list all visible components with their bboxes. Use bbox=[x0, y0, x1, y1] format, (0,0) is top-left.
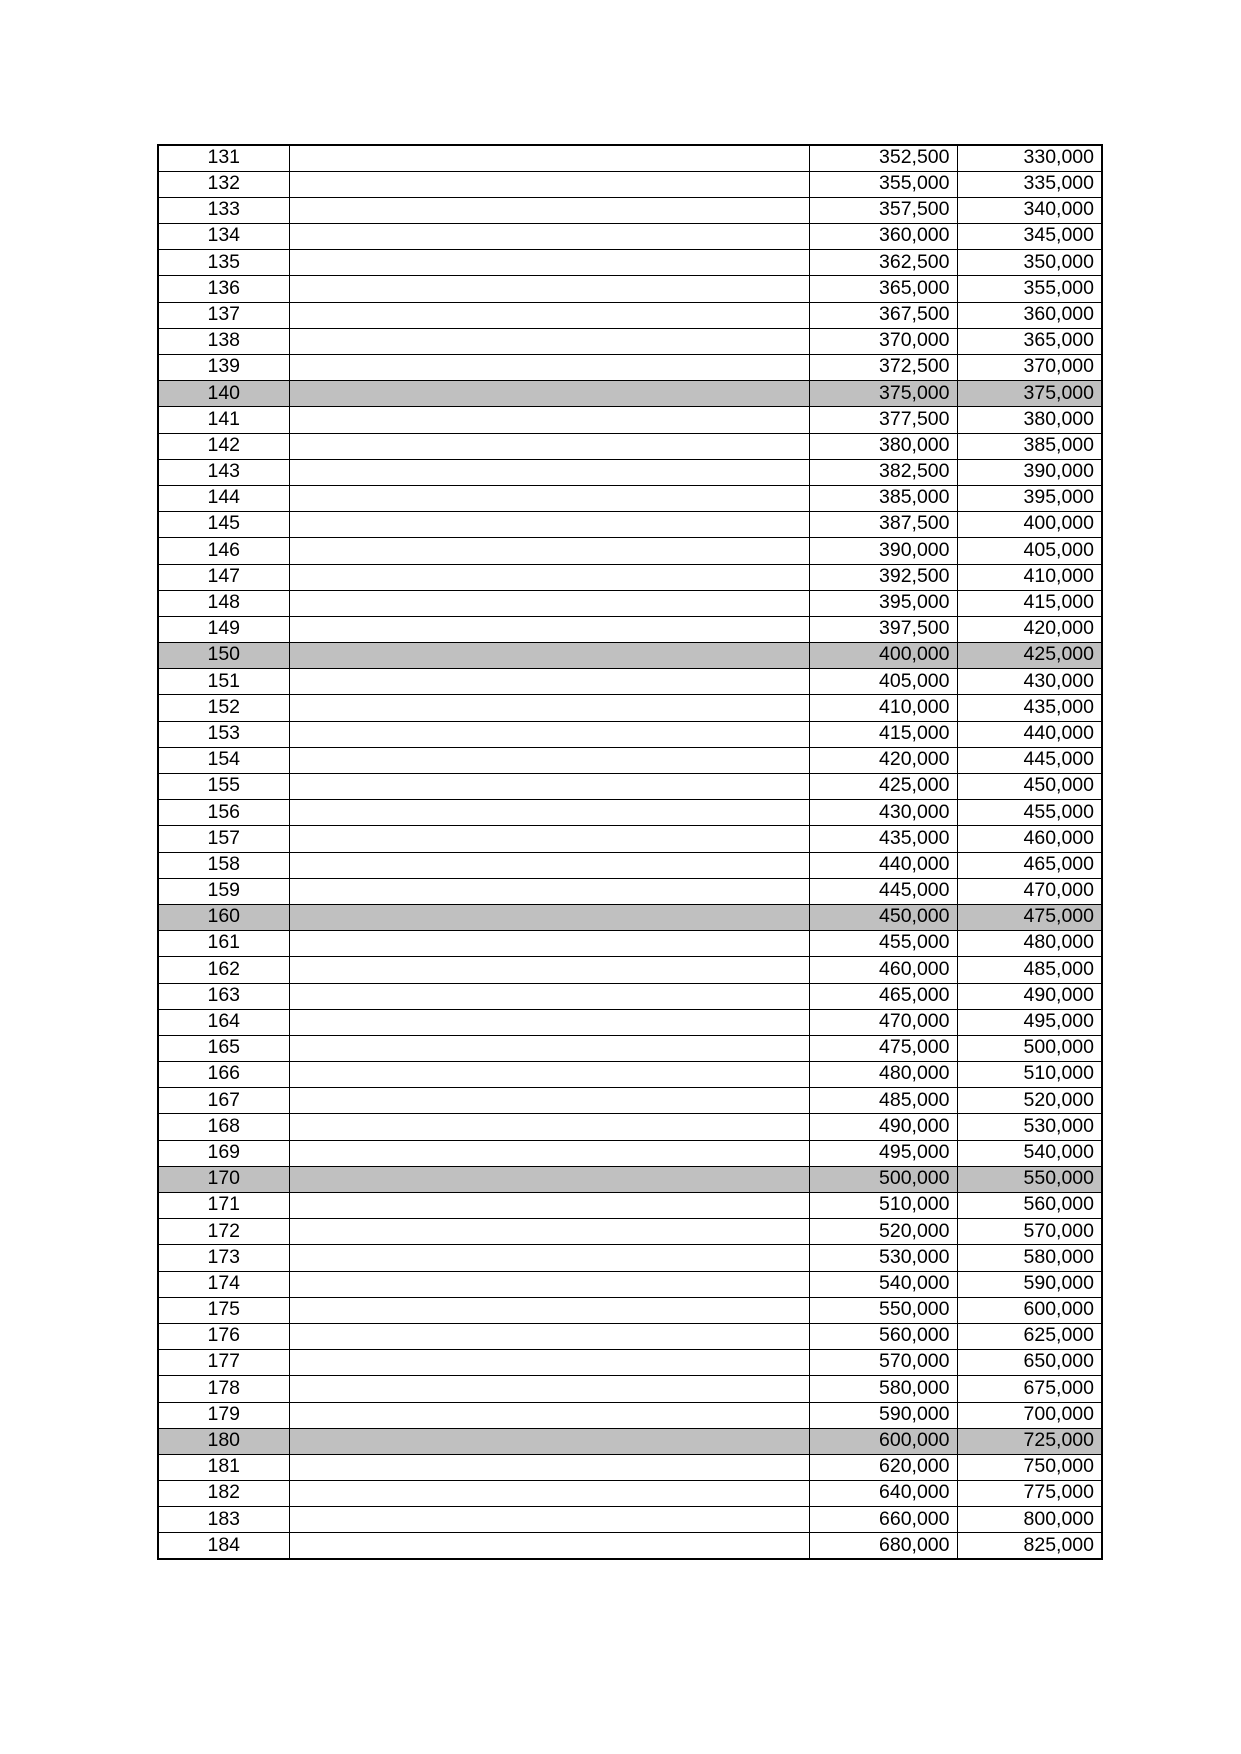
cell-value-primary: 415,000 bbox=[809, 721, 957, 747]
cell-index: 153 bbox=[158, 721, 289, 747]
cell-blank bbox=[289, 564, 809, 590]
cell-value-secondary: 395,000 bbox=[957, 485, 1102, 511]
table-row bbox=[158, 1140, 1102, 1166]
table-row bbox=[158, 171, 1102, 197]
table-row bbox=[158, 878, 1102, 904]
cell-value-primary: 367,500 bbox=[809, 302, 957, 328]
cell-value-primary: 387,500 bbox=[809, 512, 957, 538]
cell-value-secondary: 650,000 bbox=[957, 1350, 1102, 1376]
cell-value-secondary: 775,000 bbox=[957, 1481, 1102, 1507]
table-row bbox=[158, 1297, 1102, 1323]
table-row bbox=[158, 1166, 1102, 1192]
cell-index: 182 bbox=[158, 1481, 289, 1507]
cell-value-primary: 560,000 bbox=[809, 1323, 957, 1349]
cell-blank bbox=[289, 747, 809, 773]
cell-index: 180 bbox=[158, 1428, 289, 1454]
cell-value-primary: 375,000 bbox=[809, 381, 957, 407]
cell-value-primary: 382,500 bbox=[809, 459, 957, 485]
cell-blank bbox=[289, 1323, 809, 1349]
cell-index: 147 bbox=[158, 564, 289, 590]
cell-index: 162 bbox=[158, 957, 289, 983]
cell-blank bbox=[289, 1376, 809, 1402]
cell-index: 176 bbox=[158, 1323, 289, 1349]
table-row bbox=[158, 302, 1102, 328]
cell-index: 140 bbox=[158, 381, 289, 407]
cell-blank bbox=[289, 485, 809, 511]
cell-blank bbox=[289, 1009, 809, 1035]
cell-index: 135 bbox=[158, 250, 289, 276]
cell-index: 170 bbox=[158, 1166, 289, 1192]
cell-value-secondary: 410,000 bbox=[957, 564, 1102, 590]
table-row bbox=[158, 1481, 1102, 1507]
cell-value-primary: 392,500 bbox=[809, 564, 957, 590]
cell-value-primary: 425,000 bbox=[809, 774, 957, 800]
table-row bbox=[158, 1350, 1102, 1376]
table-row bbox=[158, 276, 1102, 302]
cell-value-primary: 530,000 bbox=[809, 1245, 957, 1271]
cell-index: 181 bbox=[158, 1454, 289, 1480]
cell-blank bbox=[289, 171, 809, 197]
table-row bbox=[158, 1507, 1102, 1533]
cell-index: 183 bbox=[158, 1507, 289, 1533]
cell-index: 173 bbox=[158, 1245, 289, 1271]
cell-blank bbox=[289, 1533, 809, 1559]
cell-value-secondary: 675,000 bbox=[957, 1376, 1102, 1402]
cell-value-primary: 362,500 bbox=[809, 250, 957, 276]
table-row bbox=[158, 1035, 1102, 1061]
cell-blank bbox=[289, 512, 809, 538]
table-row bbox=[158, 145, 1102, 171]
table-row bbox=[158, 747, 1102, 773]
cell-index: 145 bbox=[158, 512, 289, 538]
cell-value-secondary: 700,000 bbox=[957, 1402, 1102, 1428]
cell-value-primary: 520,000 bbox=[809, 1219, 957, 1245]
cell-value-secondary: 425,000 bbox=[957, 643, 1102, 669]
cell-index: 165 bbox=[158, 1035, 289, 1061]
cell-index: 169 bbox=[158, 1140, 289, 1166]
cell-index: 149 bbox=[158, 616, 289, 642]
cell-blank bbox=[289, 224, 809, 250]
cell-index: 172 bbox=[158, 1219, 289, 1245]
cell-value-primary: 390,000 bbox=[809, 538, 957, 564]
rate-table-body bbox=[158, 145, 1102, 1559]
cell-value-primary: 435,000 bbox=[809, 826, 957, 852]
cell-value-secondary: 570,000 bbox=[957, 1219, 1102, 1245]
cell-blank bbox=[289, 328, 809, 354]
cell-index: 164 bbox=[158, 1009, 289, 1035]
cell-blank bbox=[289, 407, 809, 433]
cell-value-secondary: 495,000 bbox=[957, 1009, 1102, 1035]
cell-blank bbox=[289, 669, 809, 695]
table-row bbox=[158, 512, 1102, 538]
cell-value-primary: 600,000 bbox=[809, 1428, 957, 1454]
cell-value-secondary: 470,000 bbox=[957, 878, 1102, 904]
cell-index: 138 bbox=[158, 328, 289, 354]
table-row bbox=[158, 381, 1102, 407]
cell-blank bbox=[289, 1166, 809, 1192]
cell-blank bbox=[289, 459, 809, 485]
cell-value-primary: 445,000 bbox=[809, 878, 957, 904]
cell-value-primary: 485,000 bbox=[809, 1088, 957, 1114]
cell-index: 155 bbox=[158, 774, 289, 800]
cell-value-secondary: 450,000 bbox=[957, 774, 1102, 800]
cell-value-secondary: 340,000 bbox=[957, 197, 1102, 223]
table-row bbox=[158, 564, 1102, 590]
cell-blank bbox=[289, 276, 809, 302]
cell-value-secondary: 435,000 bbox=[957, 695, 1102, 721]
table-row bbox=[158, 197, 1102, 223]
cell-value-primary: 475,000 bbox=[809, 1035, 957, 1061]
cell-value-primary: 460,000 bbox=[809, 957, 957, 983]
cell-value-secondary: 580,000 bbox=[957, 1245, 1102, 1271]
table-row bbox=[158, 669, 1102, 695]
cell-index: 157 bbox=[158, 826, 289, 852]
cell-value-secondary: 725,000 bbox=[957, 1428, 1102, 1454]
cell-value-secondary: 400,000 bbox=[957, 512, 1102, 538]
cell-value-primary: 500,000 bbox=[809, 1166, 957, 1192]
cell-value-secondary: 460,000 bbox=[957, 826, 1102, 852]
cell-value-primary: 550,000 bbox=[809, 1297, 957, 1323]
table-row bbox=[158, 616, 1102, 642]
cell-value-primary: 540,000 bbox=[809, 1271, 957, 1297]
cell-index: 168 bbox=[158, 1114, 289, 1140]
cell-value-secondary: 415,000 bbox=[957, 590, 1102, 616]
cell-index: 156 bbox=[158, 800, 289, 826]
table-row bbox=[158, 1271, 1102, 1297]
table-row bbox=[158, 800, 1102, 826]
cell-value-secondary: 800,000 bbox=[957, 1507, 1102, 1533]
cell-value-secondary: 380,000 bbox=[957, 407, 1102, 433]
cell-value-secondary: 560,000 bbox=[957, 1193, 1102, 1219]
cell-value-secondary: 520,000 bbox=[957, 1088, 1102, 1114]
cell-index: 154 bbox=[158, 747, 289, 773]
cell-index: 137 bbox=[158, 302, 289, 328]
cell-value-secondary: 480,000 bbox=[957, 931, 1102, 957]
cell-index: 136 bbox=[158, 276, 289, 302]
cell-value-primary: 395,000 bbox=[809, 590, 957, 616]
cell-value-primary: 620,000 bbox=[809, 1454, 957, 1480]
cell-blank bbox=[289, 878, 809, 904]
table-row bbox=[158, 1323, 1102, 1349]
table-row bbox=[158, 1376, 1102, 1402]
cell-index: 151 bbox=[158, 669, 289, 695]
cell-value-secondary: 625,000 bbox=[957, 1323, 1102, 1349]
cell-blank bbox=[289, 250, 809, 276]
cell-index: 143 bbox=[158, 459, 289, 485]
cell-value-secondary: 455,000 bbox=[957, 800, 1102, 826]
cell-value-primary: 365,000 bbox=[809, 276, 957, 302]
cell-value-secondary: 465,000 bbox=[957, 852, 1102, 878]
table-row bbox=[158, 433, 1102, 459]
cell-value-primary: 385,000 bbox=[809, 485, 957, 511]
cell-blank bbox=[289, 1062, 809, 1088]
cell-index: 179 bbox=[158, 1402, 289, 1428]
cell-blank bbox=[289, 643, 809, 669]
table-row bbox=[158, 1245, 1102, 1271]
cell-index: 163 bbox=[158, 983, 289, 1009]
cell-blank bbox=[289, 145, 809, 171]
cell-value-primary: 352,500 bbox=[809, 145, 957, 171]
cell-value-secondary: 420,000 bbox=[957, 616, 1102, 642]
cell-value-secondary: 375,000 bbox=[957, 381, 1102, 407]
table-row bbox=[158, 1114, 1102, 1140]
table-row bbox=[158, 224, 1102, 250]
cell-blank bbox=[289, 302, 809, 328]
cell-value-secondary: 590,000 bbox=[957, 1271, 1102, 1297]
cell-index: 166 bbox=[158, 1062, 289, 1088]
cell-index: 161 bbox=[158, 931, 289, 957]
table-row bbox=[158, 695, 1102, 721]
cell-value-secondary: 490,000 bbox=[957, 983, 1102, 1009]
cell-value-secondary: 530,000 bbox=[957, 1114, 1102, 1140]
cell-value-secondary: 350,000 bbox=[957, 250, 1102, 276]
cell-value-primary: 380,000 bbox=[809, 433, 957, 459]
table-row bbox=[158, 407, 1102, 433]
cell-value-secondary: 510,000 bbox=[957, 1062, 1102, 1088]
cell-value-secondary: 345,000 bbox=[957, 224, 1102, 250]
cell-value-primary: 470,000 bbox=[809, 1009, 957, 1035]
cell-index: 152 bbox=[158, 695, 289, 721]
cell-index: 132 bbox=[158, 171, 289, 197]
cell-value-primary: 405,000 bbox=[809, 669, 957, 695]
cell-value-primary: 570,000 bbox=[809, 1350, 957, 1376]
cell-blank bbox=[289, 355, 809, 381]
cell-value-primary: 397,500 bbox=[809, 616, 957, 642]
cell-index: 131 bbox=[158, 145, 289, 171]
cell-blank bbox=[289, 695, 809, 721]
cell-index: 146 bbox=[158, 538, 289, 564]
cell-blank bbox=[289, 983, 809, 1009]
cell-value-primary: 377,500 bbox=[809, 407, 957, 433]
cell-blank bbox=[289, 1507, 809, 1533]
cell-value-primary: 360,000 bbox=[809, 224, 957, 250]
cell-value-secondary: 430,000 bbox=[957, 669, 1102, 695]
cell-value-secondary: 540,000 bbox=[957, 1140, 1102, 1166]
cell-blank bbox=[289, 197, 809, 223]
table-row bbox=[158, 643, 1102, 669]
table-row bbox=[158, 1533, 1102, 1559]
table-row bbox=[158, 931, 1102, 957]
table-row bbox=[158, 1402, 1102, 1428]
cell-value-secondary: 390,000 bbox=[957, 459, 1102, 485]
cell-index: 142 bbox=[158, 433, 289, 459]
cell-index: 184 bbox=[158, 1533, 289, 1559]
cell-value-secondary: 485,000 bbox=[957, 957, 1102, 983]
cell-value-secondary: 550,000 bbox=[957, 1166, 1102, 1192]
cell-index: 139 bbox=[158, 355, 289, 381]
rate-table-container bbox=[157, 144, 1101, 1560]
cell-value-secondary: 475,000 bbox=[957, 904, 1102, 930]
cell-value-primary: 480,000 bbox=[809, 1062, 957, 1088]
cell-index: 167 bbox=[158, 1088, 289, 1114]
cell-index: 171 bbox=[158, 1193, 289, 1219]
cell-value-secondary: 445,000 bbox=[957, 747, 1102, 773]
cell-blank bbox=[289, 1454, 809, 1480]
table-row bbox=[158, 904, 1102, 930]
table-row bbox=[158, 1009, 1102, 1035]
table-row bbox=[158, 355, 1102, 381]
cell-index: 159 bbox=[158, 878, 289, 904]
cell-value-secondary: 405,000 bbox=[957, 538, 1102, 564]
cell-value-primary: 370,000 bbox=[809, 328, 957, 354]
cell-index: 160 bbox=[158, 904, 289, 930]
cell-value-secondary: 440,000 bbox=[957, 721, 1102, 747]
table-row bbox=[158, 774, 1102, 800]
table-row bbox=[158, 1428, 1102, 1454]
cell-blank bbox=[289, 1297, 809, 1323]
cell-value-primary: 420,000 bbox=[809, 747, 957, 773]
cell-value-secondary: 330,000 bbox=[957, 145, 1102, 171]
rate-schedule-table bbox=[157, 144, 1103, 1560]
table-row bbox=[158, 826, 1102, 852]
cell-blank bbox=[289, 1245, 809, 1271]
cell-value-primary: 490,000 bbox=[809, 1114, 957, 1140]
cell-value-secondary: 365,000 bbox=[957, 328, 1102, 354]
cell-blank bbox=[289, 1193, 809, 1219]
cell-value-primary: 400,000 bbox=[809, 643, 957, 669]
cell-index: 133 bbox=[158, 197, 289, 223]
table-row bbox=[158, 250, 1102, 276]
cell-value-primary: 495,000 bbox=[809, 1140, 957, 1166]
cell-value-primary: 357,500 bbox=[809, 197, 957, 223]
table-row bbox=[158, 852, 1102, 878]
cell-index: 141 bbox=[158, 407, 289, 433]
cell-blank bbox=[289, 904, 809, 930]
cell-value-secondary: 500,000 bbox=[957, 1035, 1102, 1061]
cell-blank bbox=[289, 433, 809, 459]
cell-value-secondary: 385,000 bbox=[957, 433, 1102, 459]
table-row bbox=[158, 1193, 1102, 1219]
cell-value-secondary: 825,000 bbox=[957, 1533, 1102, 1559]
table-row bbox=[158, 459, 1102, 485]
cell-index: 148 bbox=[158, 590, 289, 616]
table-row bbox=[158, 1088, 1102, 1114]
cell-blank bbox=[289, 616, 809, 642]
cell-value-primary: 510,000 bbox=[809, 1193, 957, 1219]
table-row bbox=[158, 1219, 1102, 1245]
cell-value-secondary: 600,000 bbox=[957, 1297, 1102, 1323]
table-row bbox=[158, 590, 1102, 616]
cell-value-primary: 355,000 bbox=[809, 171, 957, 197]
cell-index: 175 bbox=[158, 1297, 289, 1323]
cell-blank bbox=[289, 800, 809, 826]
cell-index: 178 bbox=[158, 1376, 289, 1402]
table-row bbox=[158, 485, 1102, 511]
cell-value-secondary: 750,000 bbox=[957, 1454, 1102, 1480]
cell-blank bbox=[289, 1481, 809, 1507]
cell-blank bbox=[289, 1428, 809, 1454]
cell-blank bbox=[289, 538, 809, 564]
cell-index: 144 bbox=[158, 485, 289, 511]
cell-value-primary: 372,500 bbox=[809, 355, 957, 381]
cell-index: 158 bbox=[158, 852, 289, 878]
cell-value-secondary: 355,000 bbox=[957, 276, 1102, 302]
table-row bbox=[158, 957, 1102, 983]
cell-blank bbox=[289, 957, 809, 983]
cell-value-primary: 465,000 bbox=[809, 983, 957, 1009]
cell-value-primary: 440,000 bbox=[809, 852, 957, 878]
cell-blank bbox=[289, 826, 809, 852]
cell-index: 174 bbox=[158, 1271, 289, 1297]
cell-blank bbox=[289, 931, 809, 957]
cell-blank bbox=[289, 1035, 809, 1061]
cell-value-primary: 660,000 bbox=[809, 1507, 957, 1533]
cell-blank bbox=[289, 381, 809, 407]
cell-value-secondary: 335,000 bbox=[957, 171, 1102, 197]
cell-blank bbox=[289, 1114, 809, 1140]
cell-index: 177 bbox=[158, 1350, 289, 1376]
cell-value-primary: 410,000 bbox=[809, 695, 957, 721]
cell-value-primary: 450,000 bbox=[809, 904, 957, 930]
cell-value-primary: 590,000 bbox=[809, 1402, 957, 1428]
cell-index: 134 bbox=[158, 224, 289, 250]
cell-value-secondary: 370,000 bbox=[957, 355, 1102, 381]
cell-value-primary: 430,000 bbox=[809, 800, 957, 826]
cell-blank bbox=[289, 721, 809, 747]
cell-value-primary: 455,000 bbox=[809, 931, 957, 957]
cell-value-primary: 640,000 bbox=[809, 1481, 957, 1507]
cell-blank bbox=[289, 774, 809, 800]
cell-blank bbox=[289, 1402, 809, 1428]
cell-blank bbox=[289, 1271, 809, 1297]
table-row bbox=[158, 983, 1102, 1009]
cell-value-primary: 680,000 bbox=[809, 1533, 957, 1559]
cell-blank bbox=[289, 1350, 809, 1376]
cell-blank bbox=[289, 1140, 809, 1166]
cell-blank bbox=[289, 1088, 809, 1114]
cell-blank bbox=[289, 590, 809, 616]
cell-index: 150 bbox=[158, 643, 289, 669]
table-row bbox=[158, 721, 1102, 747]
cell-value-secondary: 360,000 bbox=[957, 302, 1102, 328]
cell-blank bbox=[289, 852, 809, 878]
table-row bbox=[158, 328, 1102, 354]
table-row bbox=[158, 1454, 1102, 1480]
table-row bbox=[158, 538, 1102, 564]
cell-blank bbox=[289, 1219, 809, 1245]
cell-value-primary: 580,000 bbox=[809, 1376, 957, 1402]
table-row bbox=[158, 1062, 1102, 1088]
